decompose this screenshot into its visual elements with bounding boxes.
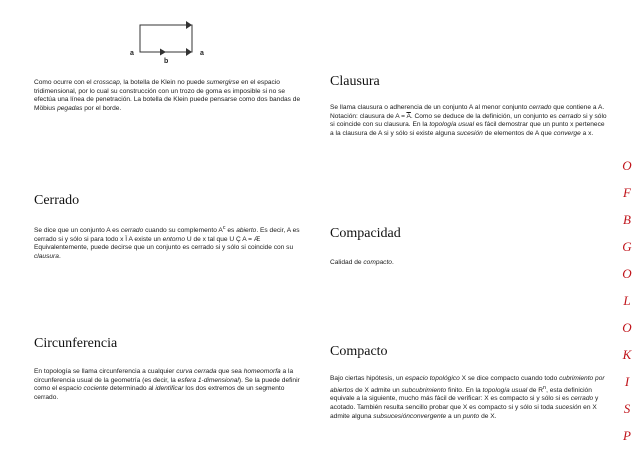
circunferencia-paragraph: En topología se llama circunferencia a cualquier curva cerrada que sea homeomorfa a la circunferencia usual de la geometría (es decir, la esfera 1-dimensional). Se la puede definir como el espacio cociente determinado al identificar los dos extremos de un segmento cerrado. [34, 368, 300, 401]
label-right-a: a [200, 50, 204, 57]
klein-bottle-diagram [128, 16, 220, 66]
closure-symbol: $\overline{A}$ [406, 112, 411, 120]
square-identification-figure [128, 16, 220, 66]
sidebar-letter: F [623, 185, 631, 200]
vertical-sidebar-lettering [617, 140, 635, 458]
compacidad-heading: Compacidad [330, 226, 401, 241]
sidebar-letter: L [623, 293, 631, 308]
sidebar-letter: I [624, 374, 630, 389]
sidebar-letter: S [623, 401, 631, 416]
label-left-a: a [130, 50, 134, 57]
compacto-heading: Compacto [330, 344, 388, 359]
sidebar-letter: P [623, 428, 631, 443]
cerrado-paragraph: Se dice que un conjunto A es cerrado cuando su complemento $A^c$ es abierto. Es decir, A es cerrado si y sólo si para todo x Ï A existe un entorno U de x tal que U Ç A = Æ Equivalentemente, puede decirse que un conjunto es cerrado si y sólo si coincide con su clausura. [34, 225, 300, 260]
sidebar-letter: O [622, 158, 632, 173]
cerrado-heading: Cerrado [34, 193, 80, 208]
sidebar-letter: O [622, 266, 632, 281]
sidebar-letter: G [622, 239, 632, 254]
sidebar-letter: B [623, 212, 631, 227]
sidebar-letter: K [622, 347, 632, 362]
circunferencia-heading: Circunferencia [34, 336, 118, 351]
compacidad-paragraph: Calidad de compacto. [330, 259, 394, 266]
clausura-paragraph: Se llama clausura o adherencia de un conjunto A al menor conjunto cerrado que contiene a A. Notación: clausura de $A = \overline{A}$. Como se deduce de la definición, un conjunto es cerrado si y sólo si coincide con su clausura. En la topología usual es fácil demostrar que un punto x pertenece a la clausura de A si y sólo si existe alguna sucesión de elementos de A que converge a x. [330, 104, 607, 137]
clausura-heading: Clausura [330, 74, 380, 89]
label-bottom-b: b [164, 58, 169, 65]
klein-bottle-paragraph: Como ocurre con el crosscap, la botella de Klein no puede sumergirse en el espacio tridimensional, por lo cual su construcción con un trozo de goma es imposible si no se efectúa una línea de penetración. La botella de Klein puede pensarse como dos bandas de Möbius pegadas por el borde. [34, 79, 301, 112]
compacto-paragraph: Bajo ciertas hipótesis, un espacio topológico X se dice compacto cuando todo cubrimiento por abiertos de X admite un subcubrimiento finito. En la topología usual de $R^n$, esta definición equivale a la siguiente, mucho más fácil de verificar: X es compacto si y sólo si es cerrado y acotado. También resulta sencillo probar que X es compacto si y sólo si toda sucesión en X admite alguna subsucesiónconvergente a un punto de X. [330, 375, 605, 420]
sidebar-letter: O [622, 320, 632, 335]
